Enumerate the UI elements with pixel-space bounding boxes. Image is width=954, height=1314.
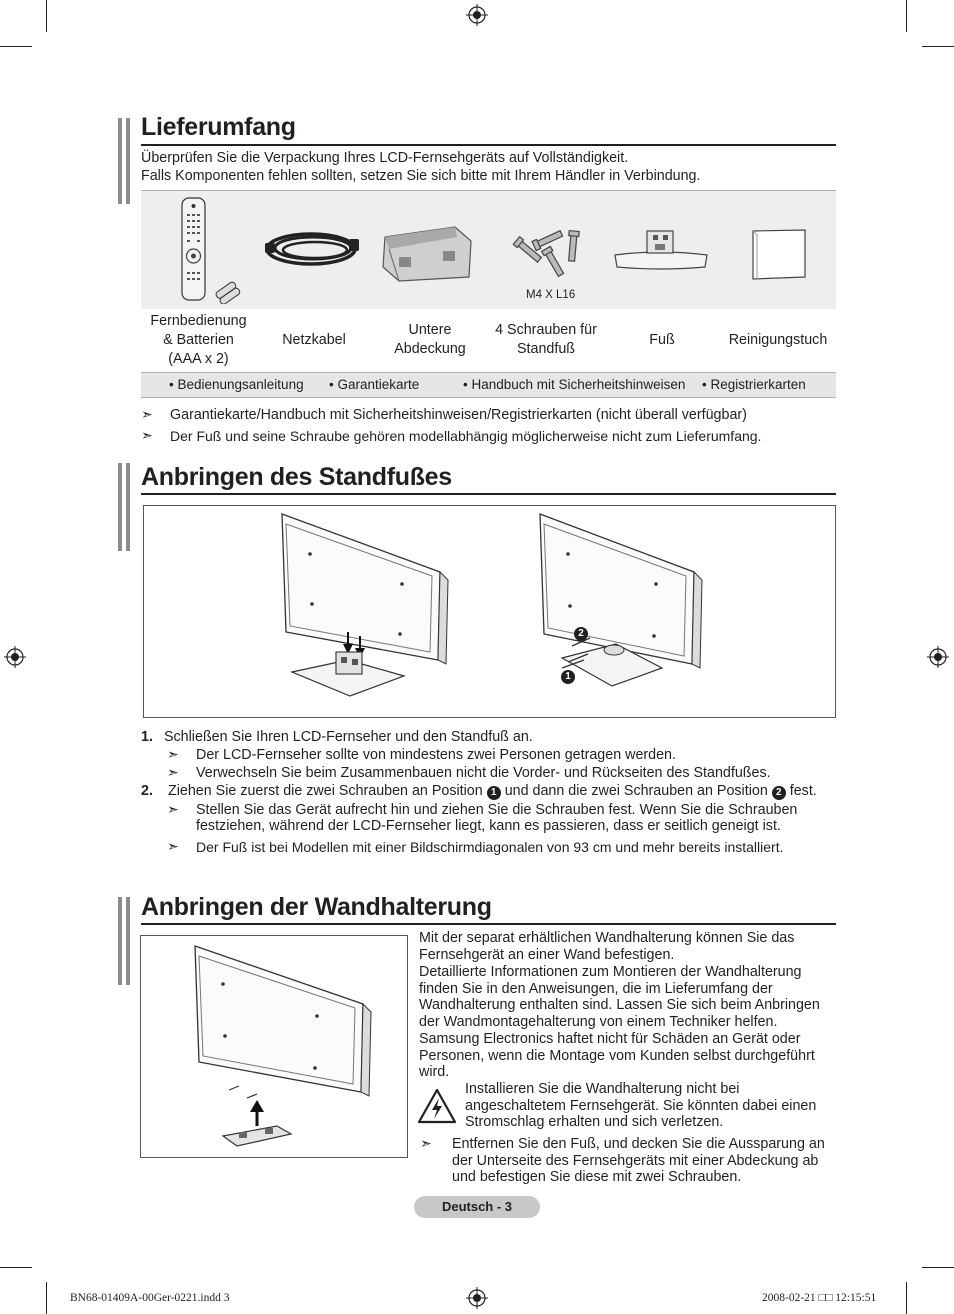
crop-mark [922, 46, 954, 47]
note-arrow-icon: ➣ [167, 801, 179, 817]
tv-back-icon [272, 512, 452, 708]
step-note: Stellen Sie das Gerät aufrecht hin und ziehen Sie die Schrauben fest. Wenn Sie die Schrauben festziehen, während der LCD-Fernseher liegt, kann es passieren, dass er seitlich geneigt ist. [196, 802, 798, 834]
section-rule [141, 923, 836, 925]
step-text-part: fest. [789, 783, 817, 799]
note-arrow-icon: ➣ [167, 838, 179, 854]
section-marker [118, 118, 130, 204]
wallmount-note: Entfernen Sie den Fuß, und decken Sie die Aussparung an der Unterseite des Fernsehgeräts mit einer Abdeckung ab und befestigen Sie diese mit zwei Schrauben. [452, 1136, 825, 1186]
contents-intro-line2: Falls Komponenten fehlen sollten, setzen Sie sich bitte mit Ihrem Händler in Verbindung. [141, 168, 701, 184]
step-number: 2. [141, 783, 153, 799]
screws-icon [511, 221, 583, 277]
stand-assembly-illustration [143, 505, 836, 718]
cleaning-cloth-icon [747, 227, 809, 283]
step-text-part: Ziehen Sie zuerst die zwei Schrauben an Position [168, 783, 483, 799]
wallmount-illustration [140, 935, 408, 1158]
power-cord-icon [263, 225, 365, 273]
crop-mark [906, 0, 907, 32]
crop-mark [922, 1267, 954, 1268]
crop-mark [0, 46, 32, 47]
print-slug-timestamp: 2008-02-21 □□ 12:15:51 [762, 1292, 877, 1304]
callout-1-icon: 1 [561, 670, 575, 684]
contents-intro-line1: Überprüfen Sie die Verpackung Ihres LCD-Fernsehgeräts auf Vollständigkeit. [141, 150, 629, 166]
package-items-panel [141, 190, 836, 309]
callout-2-icon: 2 [772, 786, 786, 800]
registration-mark-icon [927, 646, 949, 668]
item-label-remote: Fernbedienung & Batterien (AAA x 2) [150, 313, 247, 367]
section-rule [141, 493, 836, 495]
doc-item: • Bedienungsanleitung [169, 377, 304, 392]
wallmount-paragraph: Samsung Electronics haftet nicht für Schäden an Gerät oder Personen, wenn die Montage vom Kunden selbst durchgeführt wird. [419, 1031, 815, 1081]
section-title-wallmount: Anbringen der Wandhalterung [141, 893, 492, 921]
note-arrow-icon: ➣ [141, 406, 153, 422]
crop-mark [906, 1282, 907, 1314]
section-marker [118, 463, 130, 551]
print-slug-file: BN68-01409A-00Ger-0221.indd 3 [70, 1292, 230, 1304]
section-title-stand: Anbringen des Standfußes [141, 463, 452, 491]
contents-note: Der Fuß und seine Schraube gehören modellabhängig möglicherweise nicht zum Lieferumfang. [170, 428, 762, 444]
note-arrow-icon: ➣ [141, 427, 153, 443]
remote-control-icon [179, 196, 245, 304]
tv-back-icon [532, 510, 712, 706]
bottom-cover-icon [379, 223, 475, 283]
section-marker [118, 897, 130, 985]
step-note: Verwechseln Sie beim Zusammenbauen nicht die Vorder- und Rückseiten des Standfußes. [196, 765, 771, 781]
tv-back-icon [181, 940, 381, 1152]
callout-1-icon: 1 [487, 786, 501, 800]
step-note: Der Fuß ist bei Modellen mit einer Bildschirmdiagonalen von 93 cm und mehr bereits installiert. [196, 839, 784, 855]
callout-2-icon: 2 [574, 627, 588, 641]
section-rule [141, 144, 836, 146]
registration-mark-icon [4, 646, 26, 668]
step-note: Der LCD-Fernseher sollte von mindestens zwei Personen getragen werden. [196, 747, 676, 763]
note-arrow-icon: ➣ [167, 764, 179, 780]
item-label-cloth: Reinigungstuch [728, 332, 828, 348]
doc-item: • Garantiekarte [329, 377, 420, 392]
section-title-contents: Lieferumfang [141, 113, 296, 141]
electric-shock-warning-icon [417, 1088, 457, 1124]
item-label-power-cord: Netzkabel [282, 332, 346, 348]
step-text-part: und dann die zwei Schrauben an Position [504, 783, 768, 799]
step-text: Schließen Sie Ihren LCD-Fernseher und den Standfuß an. [164, 729, 533, 745]
step-number: 1. [141, 729, 153, 745]
page-number-badge: Deutsch - 3 [414, 1196, 540, 1218]
stand-icon [611, 227, 711, 271]
wallmount-warning: Installieren Sie die Wandhalterung nicht bei angeschaltetem Fernsehgerät. Sie könnten dabei einen Stromschlag erhalten und sich verletzen. [465, 1081, 817, 1131]
step-text [168, 783, 817, 800]
crop-mark [0, 1267, 32, 1268]
item-label-stand: Fuß [649, 332, 675, 348]
registration-mark-icon [466, 1287, 488, 1309]
note-arrow-icon: ➣ [167, 746, 179, 762]
registration-mark-icon [466, 4, 488, 26]
crop-mark [46, 1282, 47, 1314]
item-label-bottom-cover: Untere Abdeckung [394, 322, 466, 357]
doc-item: • Handbuch mit Sicherheitshinweisen [463, 377, 686, 392]
wallmount-paragraph: Detaillierte Informationen zum Montieren der Wandhalterung finden Sie in den Anweisungen, die im Lieferumfang der Wandhalterung enthalten sind. Lassen Sie sich beim Anbringen der Wandmontagehalterung von einem Techniker helfen. [419, 964, 820, 1030]
screw-spec-label: M4 X L16 [526, 289, 576, 301]
included-documents-row [141, 372, 836, 398]
doc-item: • Registrierkarten [702, 377, 806, 392]
crop-mark [46, 0, 47, 32]
contents-note: Garantiekarte/Handbuch mit Sicherheitshinweisen/Registrierkarten (nicht überall verfügbar) [170, 407, 747, 423]
item-label-screws: 4 Schrauben für Standfuß [495, 322, 597, 357]
note-arrow-icon: ➣ [420, 1135, 432, 1151]
wallmount-paragraph: Mit der separat erhältlichen Wandhalterung können Sie das Fernsehgerät an einer Wand befestigen. [419, 930, 795, 963]
